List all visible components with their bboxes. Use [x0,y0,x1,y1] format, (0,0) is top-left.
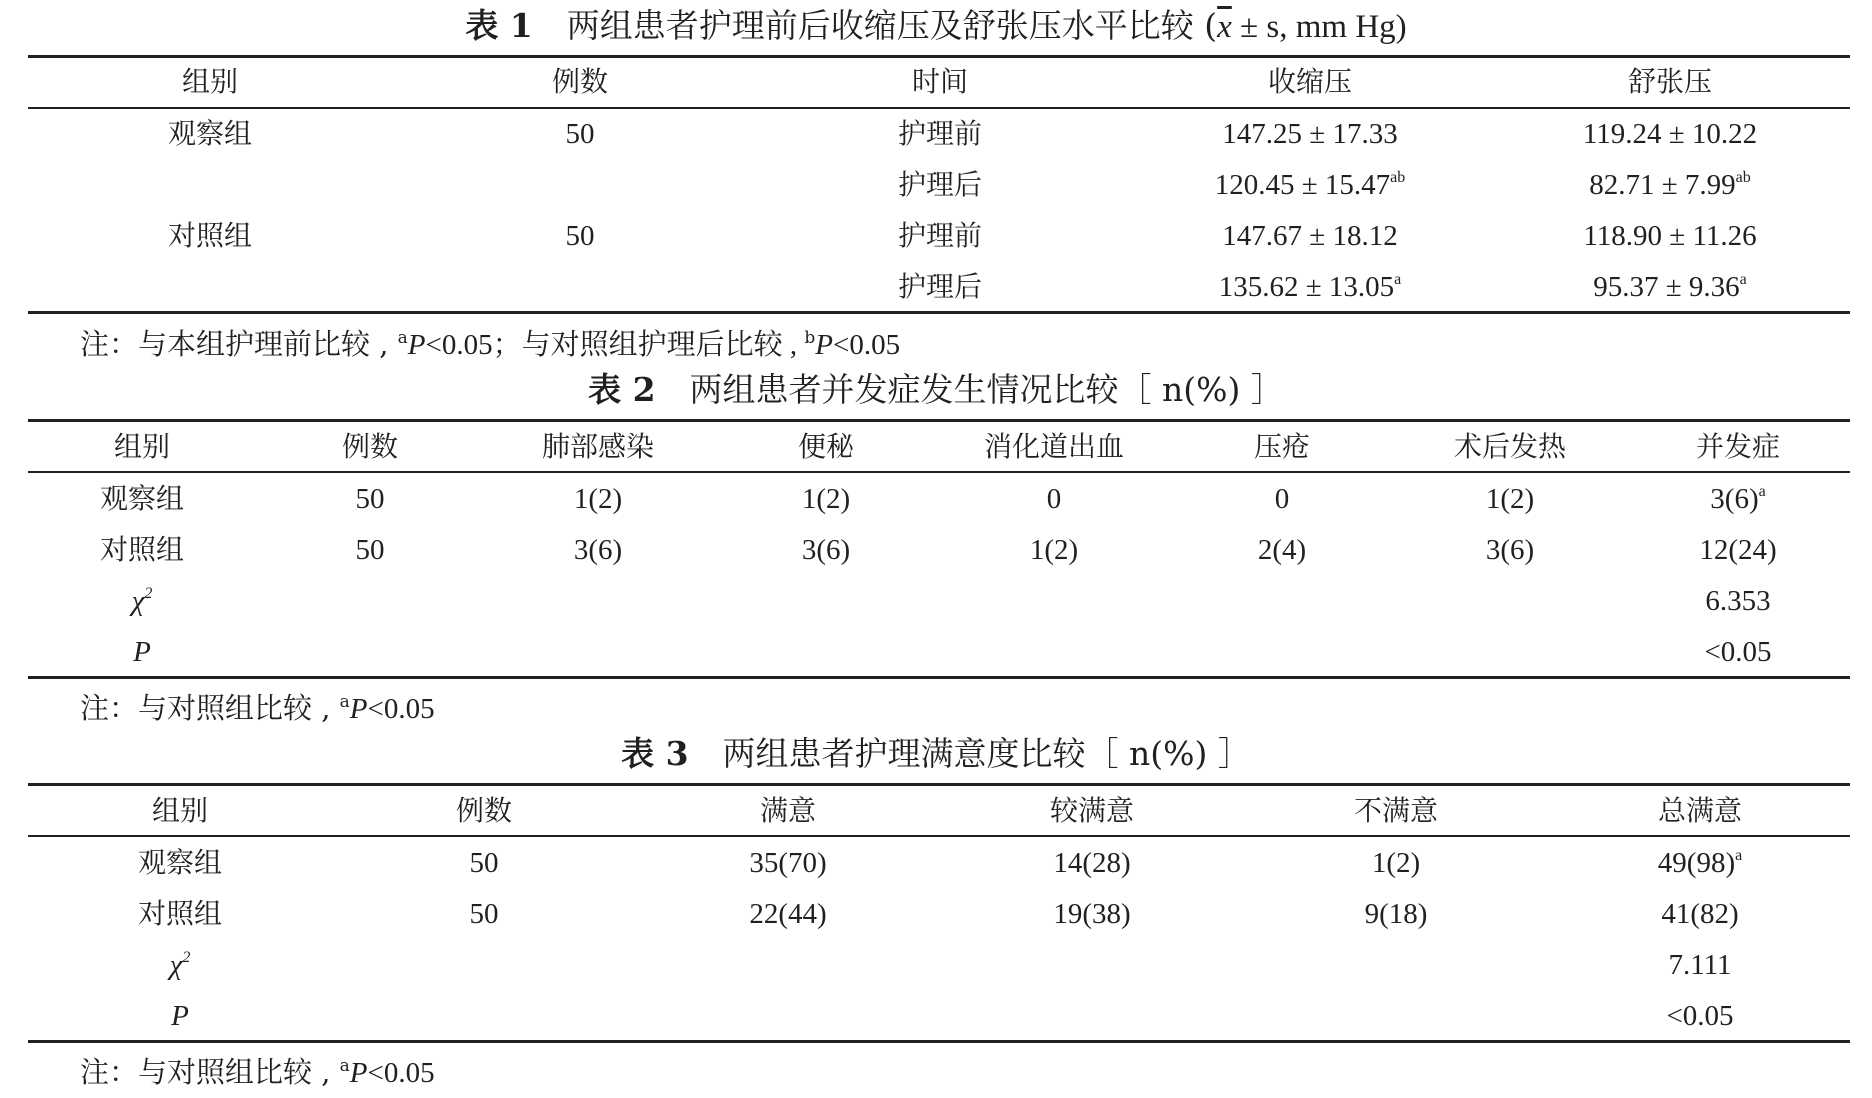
table-1-header-time: 时间 [911,65,968,98]
table-1-header-row [0,60,1872,104]
table-3-chi-label: $\chi^2$ [169,949,191,981]
table-3-cell-unsatisfied: 9(18) [1364,898,1428,930]
table-row [0,477,1872,521]
table-2-cell-group: 对照组 [99,533,184,566]
table-1-cell-time: 护理前 [897,219,982,252]
table-3-title: 两组患者护理满意度比较［ n(%) ］ [722,734,1251,773]
table-1-cell-time: 护理后 [897,168,982,201]
table-3-header-fairly-satisfied: 较满意 [1049,794,1134,827]
table-row [0,214,1872,258]
table-2-header-group: 组别 [113,430,170,463]
table-2-cell-gi-bleed: 1(2) [1029,534,1079,566]
table-2-chi-value: 6.353 [1705,585,1771,617]
table-1-cell-group [110,265,310,309]
table-1-cell-time: 护理前 [897,117,982,150]
table-1-cell-time: 护理后 [897,270,982,303]
table-3-header-unsatisfied: 不满意 [1353,794,1438,827]
table-1-title-prefix: 两组患者护理前后收缩压及舒张压水平比较 ( [566,6,1218,45]
table-1-cell-dbp: 82.71 ± 7.99$^{ab}$ [1589,169,1751,201]
table-2-header-pressure-sore: 压疮 [1253,430,1310,463]
table-1-header-n: 例数 [551,65,608,98]
table-3-cell-fairly-satisfied: 14(28) [1053,847,1131,879]
table-3-cell-group: 观察组 [137,846,222,879]
table-3-p-label: P [171,1000,189,1032]
table-1-note: 注：与本组护理前比较 , $^a$P<0.05；与对照组护理后比较 , $^b$P<0.05 [80,327,901,361]
table-3-header-rule [28,835,1850,837]
table-1-cell-n [480,163,680,207]
table-3-p-row [0,994,1872,1038]
table-2-note: 注：与对照组比较 , $^a$P<0.05 [80,691,435,725]
table-2-cell-lung: 1(2) [573,483,623,515]
table-1-cell-group [110,163,310,207]
table-1-cell-sbp: 135.62 ± 13.05$^a$ [1218,271,1402,303]
table-2-header-n: 例数 [341,430,398,463]
table-row [0,528,1872,572]
table-1-cell-sbp: 147.67 ± 18.12 [1222,220,1398,252]
table-2-p-value: <0.05 [1704,636,1772,668]
table-1-cell-group: 对照组 [167,219,252,252]
table-2-cell-n: 50 [355,483,385,515]
table-2-cell-group: 观察组 [99,482,184,515]
table-2-cell-lung: 3(6) [573,534,623,566]
table-1-caption [0,6,1872,47]
table-2-label: 表 2 [588,370,656,409]
table-1-label: 表 1 [465,6,533,45]
table-3-cell-group: 对照组 [137,897,222,930]
table-row [0,841,1872,885]
table-2-cell-constipation: 1(2) [801,483,851,515]
table-1-top-rule [28,55,1850,58]
table-1-cell-group: 观察组 [167,117,252,150]
table-1-header-sbp: 收缩压 [1267,65,1352,98]
table-row [0,892,1872,936]
table-1-cell-dbp: 95.37 ± 9.36$^a$ [1593,271,1747,303]
table-3-bottom-rule [28,1040,1850,1043]
table-3-note: 注：与对照组比较 , $^a$P<0.05 [80,1055,435,1089]
table-1-cell-dbp: 119.24 ± 10.22 [1582,118,1758,150]
table-3-chi-value: 7.111 [1668,949,1732,981]
table-3-cell-total: 41(82) [1661,898,1739,930]
table-3-top-rule [28,783,1850,786]
table-2-header-fever: 术后发热 [1453,430,1566,463]
table-2-cell-total: $3(6)^a$ [1710,483,1766,515]
table-3-header-satisfied: 满意 [759,794,816,827]
table-1-cell-n: 50 [565,118,595,150]
table-2-caption [0,370,1872,410]
table-2-header-gi-bleed: 消化道出血 [983,430,1124,463]
table-row [0,265,1872,309]
table-1-cell-dbp: 118.90 ± 11.26 [1583,220,1757,252]
table-2-title: 两组患者并发症发生情况比较［ n(%) ］ [689,370,1284,409]
table-3-cell-n: 50 [469,847,499,879]
table-2-cell-fever: 1(2) [1485,483,1535,515]
table-1-bottom-rule [28,311,1850,314]
table-1-header-rule [28,107,1850,109]
table-3-p-value: <0.05 [1666,1000,1734,1032]
table-row [0,163,1872,207]
table-3-cell-total: $49(98)^a$ [1657,847,1743,879]
table-1-title-suffix: ± s, mm Hg) [1231,9,1407,45]
table-1-cell-n [480,265,680,309]
table-3-label: 表 3 [621,734,689,773]
table-2-chi-row [0,579,1872,623]
table-2-cell-n: 50 [355,534,385,566]
table-1-title-xbar: $\overline{x}$ [1217,9,1232,45]
table-3-cell-n: 50 [469,898,499,930]
table-2-cell-gi-bleed: 0 [1046,483,1062,515]
table-3-cell-satisfied: 35(70) [749,847,827,879]
table-2-cell-constipation: 3(6) [801,534,851,566]
table-3-cell-fairly-satisfied: 19(38) [1053,898,1131,930]
table-2-cell-pressure-sore: 0 [1274,483,1290,515]
table-3-cell-satisfied: 22(44) [749,898,827,930]
table-2-header-row [0,425,1872,469]
table-1-header-dbp: 舒张压 [1627,65,1712,98]
table-2-header-rule [28,471,1850,473]
table-2-header-total: 并发症 [1695,430,1780,463]
table-3-header-group: 组别 [151,794,208,827]
table-2-p-row [0,630,1872,674]
table-1-cell-sbp: 147.25 ± 17.33 [1222,118,1398,150]
table-3-caption [0,734,1872,774]
table-2-bottom-rule [28,676,1850,679]
table-3-header-total: 总满意 [1657,794,1742,827]
table-1-cell-n: 50 [565,220,595,252]
table-2-cell-total: 12(24) [1699,534,1777,566]
table-1-cell-sbp: 120.45 ± 15.47$^{ab}$ [1214,169,1406,201]
table-2-chi-label: $\chi^2$ [131,585,153,617]
table-1-header-group: 组别 [181,65,238,98]
table-3-cell-unsatisfied: 1(2) [1371,847,1421,879]
table-3-chi-row [0,943,1872,987]
table-2-cell-pressure-sore: 2(4) [1257,534,1307,566]
table-2-top-rule [28,419,1850,422]
table-3-header-n: 例数 [455,794,512,827]
table-2-header-constipation: 便秘 [797,430,854,463]
table-2-p-label: P [133,636,151,668]
table-2-cell-fever: 3(6) [1485,534,1535,566]
table-row [0,112,1872,156]
table-3-header-row [0,789,1872,833]
table-2-header-lung: 肺部感染 [541,430,654,463]
